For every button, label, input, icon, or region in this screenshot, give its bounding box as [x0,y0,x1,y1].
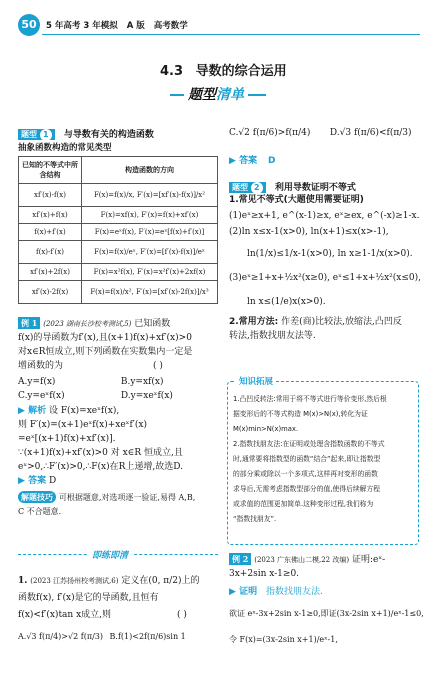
table-head-col2: 构造函数的方向 [82,157,218,184]
edition: A 版 [126,21,145,31]
table-row: f(x)+f′(x) F(x)=eˣf(x), F′(x)=eˣ[f(x)+f′(x)] [19,224,218,241]
practice-answer: ▶ 答案 D [229,156,276,166]
type1-heading: 题型 1 与导数有关的构造函数 [18,122,154,141]
example1-source: (2023 湖南长沙校考测试,5) [43,320,132,328]
proof-label: ▶ 证明 [229,587,258,597]
page-number: 50 [18,14,40,36]
analysis-label: ▶ 解析 [18,406,47,416]
section-number: 4.3 [160,64,184,79]
example2: 例 2 (2023 广东佛山二模,22 改编) 证明:eˣ- 3x+2sin x-1≥0. ▶ 证明 指数找朋友法. 欲证 eˣ-3x+2sin x-1≥0,即证(3x-2sin x+1)/eˣ-1≤0, 令 F(x)=(3x-2sin x+1)/eˣ-1, [229,554,424,644]
table-row: f(x)-f′(x) F(x)=f(x)/eˣ, F′(x)=[f′(x)-f(x)]/eˣ [19,241,218,264]
example2-tag: 例 2 [229,553,251,565]
table-caption: 抽象函数构造的常见类型 [18,143,112,153]
header-rule [42,34,420,35]
table-row: xf′(x)-f(x) F(x)=f(x)/x, F′(x)=[xf′(x)-f(x)]/x² [19,184,218,207]
example2-source: (2023 广东佛山二模,22 改编) [254,556,350,564]
construct-table [18,156,218,304]
type1-tag: 题型 1 [18,129,55,140]
tip-label: 解题技巧 [18,491,56,503]
option-d: D.y=xeˣf(x) [120,391,173,401]
practice-option-a: A.√3 f(π/4)>√2 f(π/3) [18,632,103,641]
running-header [46,19,188,31]
example1: 例 1 (2023 湖南长沙校考测试,5) 已知函数 f(x)的导函数为f′(x),且(x+1)f(x)+xf′(x)>0 对x∈R恒成立,则下列函数在实数集内一定是 增函数的为 ( ) A.y=f(x) B.y=xf(x) C.y=eˣf(x) D.y=xeˣf(x) ▶ 解析 设 F(x)=xeˣf(x), 则 F′(x)=(x+1)eˣf(x)+xeˣf′(x) =eˣ[(x+1)f(x)+xf′(x)]. ∵(x+1)f(x)+xf′(x)>0 对 x∈R 恒成立,且 eˣ>0,∴F′(x)>0,∴F(x)在R上递增,故选D. ▶ 答案 D 解题技巧 可根据题意,对选项逐一验证,易得 A,B, C 不合题意. [18,318,196,516]
type2-heading: 题型 2 利用导数证明不等式 [229,175,356,194]
banner: 题型清单 [170,84,266,106]
table-row: xf′(x)-2f(x) F(x)=f(x)/x², F′(x)=[xf′(x)-2f(x)]/x³ [19,281,218,304]
option-b: B.y=xf(x) [120,377,164,387]
practice-heading: 即练即清 [18,548,218,560]
table-head-col1: 已知的不等式中所含结构 [19,157,82,184]
inequalities: 1.常见不等式(大题使用需要证明) (1)eˣ≥x+1, e^(x-1)≥x, eˣ≥ex, e^(-x)≥1-x. (2)ln x≤x-1(x>0), ln(x+1)≤x(x>-1), ln(1/x)≤1/x-1(x>0), ln x≥1-1/x(x>0). (3)eˣ≥1+x+½x²(x≥0), eˣ≤1+x+½x²(x≤0), ln x≤(1/e)x(x>0). 2.常用方法: 作差(商)比较法,放缩法,凸凹反 转法,指数找朋友法等. [229,195,422,341]
book-title: 5 年高考 3 年模拟 [46,21,118,31]
practice-option-d: D.√3 f(π/6)<f(π/3) [329,128,412,138]
practice-options-cd [229,126,419,140]
subject: 高考数学 [153,21,188,31]
answer-label: ▶ 答案 [18,476,47,486]
practice-1: 1. (2023 江苏扬州校考测试,6) 定义在(0, π/2)上的 函数f(x), f′(x)是它的导函数,且恒有 f(x)<f′(x)tan x成立,则 ( ) A.√3 f(π/4)>√2 f(π/3) B.f(1)<2f(π/6)sin 1 [18,576,200,641]
type2-tag: 题型 2 [229,182,266,193]
knowledge-text: 1.凸凹反转法:常用于将不等式进行等价变形,然后根 据变形后的不等式构造 M(x)>N(x),转化为证 M(x)min>N(x)max. 2.指数找朋友法:在证明或处理含指数函数的不等式 时,通常要将指数型的函数“结合”起来,即让指数型 的部分乘或除以一个多项式,这样再对变形的函数 求导后,无需考虑指数型部分的值,使得后续解方程 或求值的范围更加简单.这种变形过程,我们称为 “指数找朋友”. [233,395,387,523]
table-row: xf′(x)+2f(x) F(x)=x²f(x), F′(x)=x²f′(x)+2xf(x) [19,264,218,281]
option-a: A.y=f(x) [18,377,56,387]
table-header-row [19,157,218,184]
practice-option-b: B.f(1)<2f(π/6)sin 1 [109,632,186,641]
knowledge-label: 知识拓展 [236,375,276,387]
table-row: xf′(x)+f(x) F(x)=xf(x), F′(x)=f(x)+xf′(x) [19,207,218,224]
section-title: 4.3 导数的综合运用 [160,64,287,79]
option-c: C.y=eˣf(x) [18,391,65,401]
example1-tag: 例 1 [18,317,40,329]
practice-option-c: C.√2 f(π/6)>f(π/4) [229,128,311,138]
